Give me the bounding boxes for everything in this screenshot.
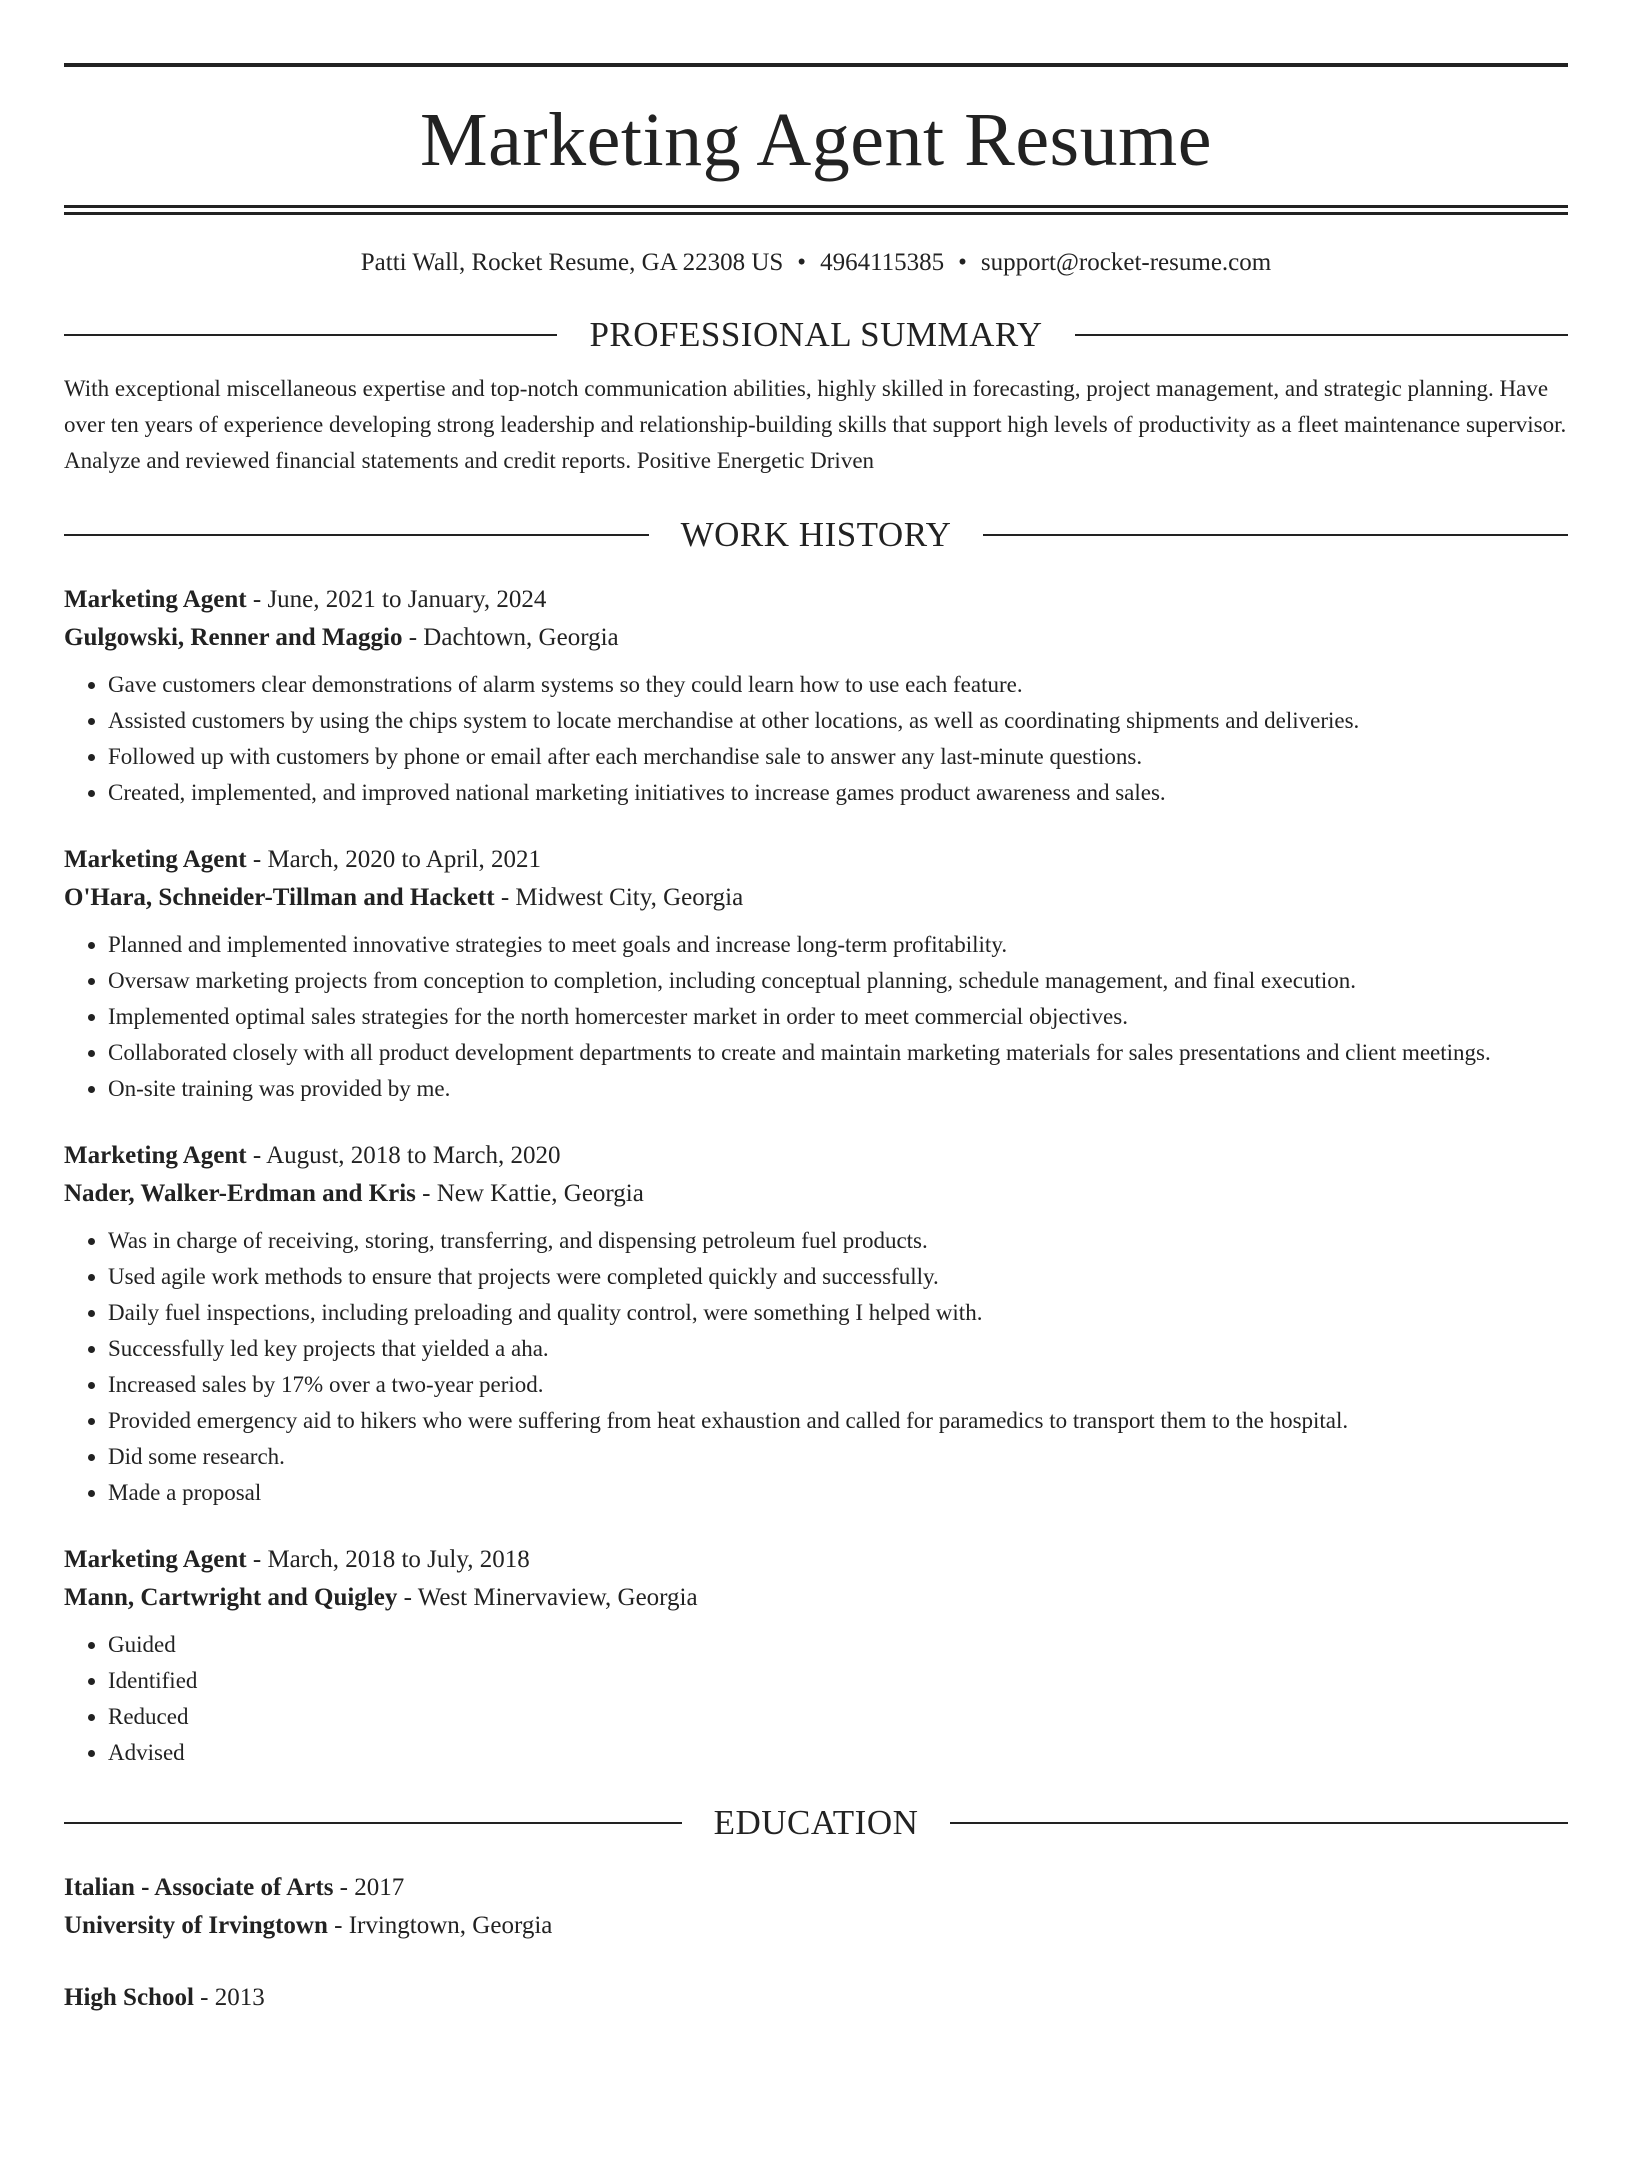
summary-heading-label: PROFESSIONAL SUMMARY bbox=[589, 315, 1043, 354]
job-company-line bbox=[64, 1175, 1568, 1213]
bullet-item: • Created, implemented, and improved national marketing initiatives to increase games product awareness and sales. bbox=[108, 775, 1568, 811]
heading-rule-right bbox=[1075, 334, 1568, 336]
job-title-line bbox=[64, 1541, 1568, 1579]
education-entry bbox=[64, 1979, 1568, 2017]
job-title: Marketing Agent bbox=[64, 846, 247, 873]
company-location: - West Minervaview, Georgia bbox=[397, 1584, 698, 1611]
job-dates: - August, 2018 to March, 2020 bbox=[246, 1142, 561, 1169]
company-name: Gulgowski, Renner and Maggio bbox=[64, 624, 403, 651]
heading-rule-left bbox=[64, 334, 557, 336]
bullet-item: • Was in charge of receiving, storing, transferring, and dispensing petroleum fuel products. bbox=[108, 1223, 1568, 1259]
heading-rule-left bbox=[64, 1822, 682, 1824]
bullet-item: • Followed up with customers by phone or email after each merchandise sale to answer any last-minute questions. bbox=[108, 739, 1568, 775]
degree-year: - 2013 bbox=[193, 1984, 265, 2011]
job-title-line bbox=[64, 841, 1568, 879]
top-rule bbox=[64, 63, 1568, 67]
degree-name: High School bbox=[64, 1984, 194, 2011]
contact-phone: 4964115385 bbox=[820, 249, 945, 276]
bullet-item: • On-site training was provided by me. bbox=[108, 1071, 1568, 1107]
bullet-item: • Gave customers clear demonstrations of alarm systems so they could learn how to use each feature. bbox=[108, 667, 1568, 703]
bullet-item: • Used agile work methods to ensure that projects were completed quickly and successfully. bbox=[108, 1259, 1568, 1295]
education-list bbox=[64, 1869, 1568, 2017]
education-heading bbox=[64, 1801, 1568, 1845]
bullet-item: • Daily fuel inspections, including preloading and quality control, were something I helped with. bbox=[108, 1295, 1568, 1331]
company-name: O'Hara, Schneider-Tillman and Hackett bbox=[64, 884, 495, 911]
bullet-item: • Advised bbox=[108, 1735, 1568, 1771]
company-location: - Dachtown, Georgia bbox=[402, 624, 619, 651]
company-location: - New Kattie, Georgia bbox=[415, 1180, 644, 1207]
work-history-list bbox=[64, 581, 1568, 1771]
bullet-item: • Increased sales by 17% over a two-year period. bbox=[108, 1367, 1568, 1403]
degree-year: - 2017 bbox=[333, 1874, 405, 1901]
summary-heading bbox=[64, 313, 1568, 357]
bullet-item: • Did some research. bbox=[108, 1439, 1568, 1475]
job-title-line bbox=[64, 1137, 1568, 1175]
job-entry bbox=[64, 581, 1568, 811]
job-bullets bbox=[64, 667, 1568, 811]
job-bullets bbox=[64, 1627, 1568, 1771]
job-bullets bbox=[64, 1223, 1568, 1511]
job-company-line bbox=[64, 879, 1568, 917]
company-name: Mann, Cartwright and Quigley bbox=[64, 1584, 398, 1611]
bullet-item: • Planned and implemented innovative strategies to meet goals and increase long-term profitability. bbox=[108, 927, 1568, 963]
job-title: Marketing Agent bbox=[64, 1142, 247, 1169]
school-name: University of Irvingtown bbox=[64, 1912, 328, 1939]
contact-address: Patti Wall, Rocket Resume, GA 22308 US bbox=[360, 249, 784, 276]
work-history-heading-label: WORK HISTORY bbox=[680, 515, 952, 554]
summary-text: With exceptional miscellaneous expertise and top-notch communication abilities, highly skilled in forecasting, project management, and strategic planning. Have over ten years of experience developing strong leadership and relationship-building skills that support high levels of productivity as a fleet maintenance supervisor. Analyze and reviewed financial statements and credit reports. Positive Energetic Driven bbox=[64, 376, 1567, 473]
contact-email: support@rocket-resume.com bbox=[980, 249, 1272, 276]
school-line bbox=[64, 1907, 1568, 1945]
bullet-item: • Assisted customers by using the chips system to locate merchandise at other locations, as well as coordinating shipments and deliveries. bbox=[108, 703, 1568, 739]
heading-rule-left bbox=[64, 534, 649, 536]
page-title: Marketing Agent Resume bbox=[420, 98, 1212, 182]
degree-line bbox=[64, 1979, 1568, 2017]
job-entry bbox=[64, 841, 1568, 1107]
title-double-rule bbox=[64, 205, 1568, 215]
contact-separator: • bbox=[797, 249, 807, 276]
job-entry bbox=[64, 1541, 1568, 1771]
contact-line bbox=[64, 247, 1568, 279]
education-entry bbox=[64, 1869, 1568, 1945]
bullet-item: • Identified bbox=[108, 1663, 1568, 1699]
job-dates: - June, 2021 to January, 2024 bbox=[246, 586, 547, 613]
job-dates: - March, 2018 to July, 2018 bbox=[246, 1546, 530, 1573]
bullet-item: • Guided bbox=[108, 1627, 1568, 1663]
company-name: Nader, Walker-Erdman and Kris bbox=[64, 1180, 416, 1207]
job-title: Marketing Agent bbox=[64, 586, 247, 613]
education-heading-label: EDUCATION bbox=[713, 1803, 919, 1842]
job-company-line bbox=[64, 619, 1568, 657]
job-dates: - March, 2020 to April, 2021 bbox=[246, 846, 542, 873]
bullet-item: • Oversaw marketing projects from conception to completion, including conceptual planning, schedule management, and final execution. bbox=[108, 963, 1568, 999]
degree-name: Italian - Associate of Arts bbox=[64, 1874, 334, 1901]
degree-line bbox=[64, 1869, 1568, 1907]
job-company-line bbox=[64, 1579, 1568, 1617]
bullet-item: • Successfully led key projects that yielded a aha. bbox=[108, 1331, 1568, 1367]
company-location: - Midwest City, Georgia bbox=[494, 884, 744, 911]
school-location: - Irvingtown, Georgia bbox=[327, 1912, 553, 1939]
job-title: Marketing Agent bbox=[64, 1546, 247, 1573]
job-bullets bbox=[64, 927, 1568, 1107]
job-title-line bbox=[64, 581, 1568, 619]
bullet-item: • Implemented optimal sales strategies for the north homercester market in order to meet commercial objectives. bbox=[108, 999, 1568, 1035]
job-entry bbox=[64, 1137, 1568, 1511]
heading-rule-right bbox=[983, 534, 1568, 536]
bullet-item: • Reduced bbox=[108, 1699, 1568, 1735]
heading-rule-right bbox=[950, 1822, 1568, 1824]
bullet-item: • Collaborated closely with all product development departments to create and maintain marketing materials for sales presentations and client meetings. bbox=[108, 1035, 1568, 1071]
bullet-item: • Provided emergency aid to hikers who were suffering from heat exhaustion and called for paramedics to transport them to the hospital. bbox=[108, 1403, 1568, 1439]
bullet-item: • Made a proposal bbox=[108, 1475, 1568, 1511]
contact-separator: • bbox=[958, 249, 967, 276]
resume-page bbox=[0, 63, 1632, 2175]
work-history-heading bbox=[64, 513, 1568, 557]
